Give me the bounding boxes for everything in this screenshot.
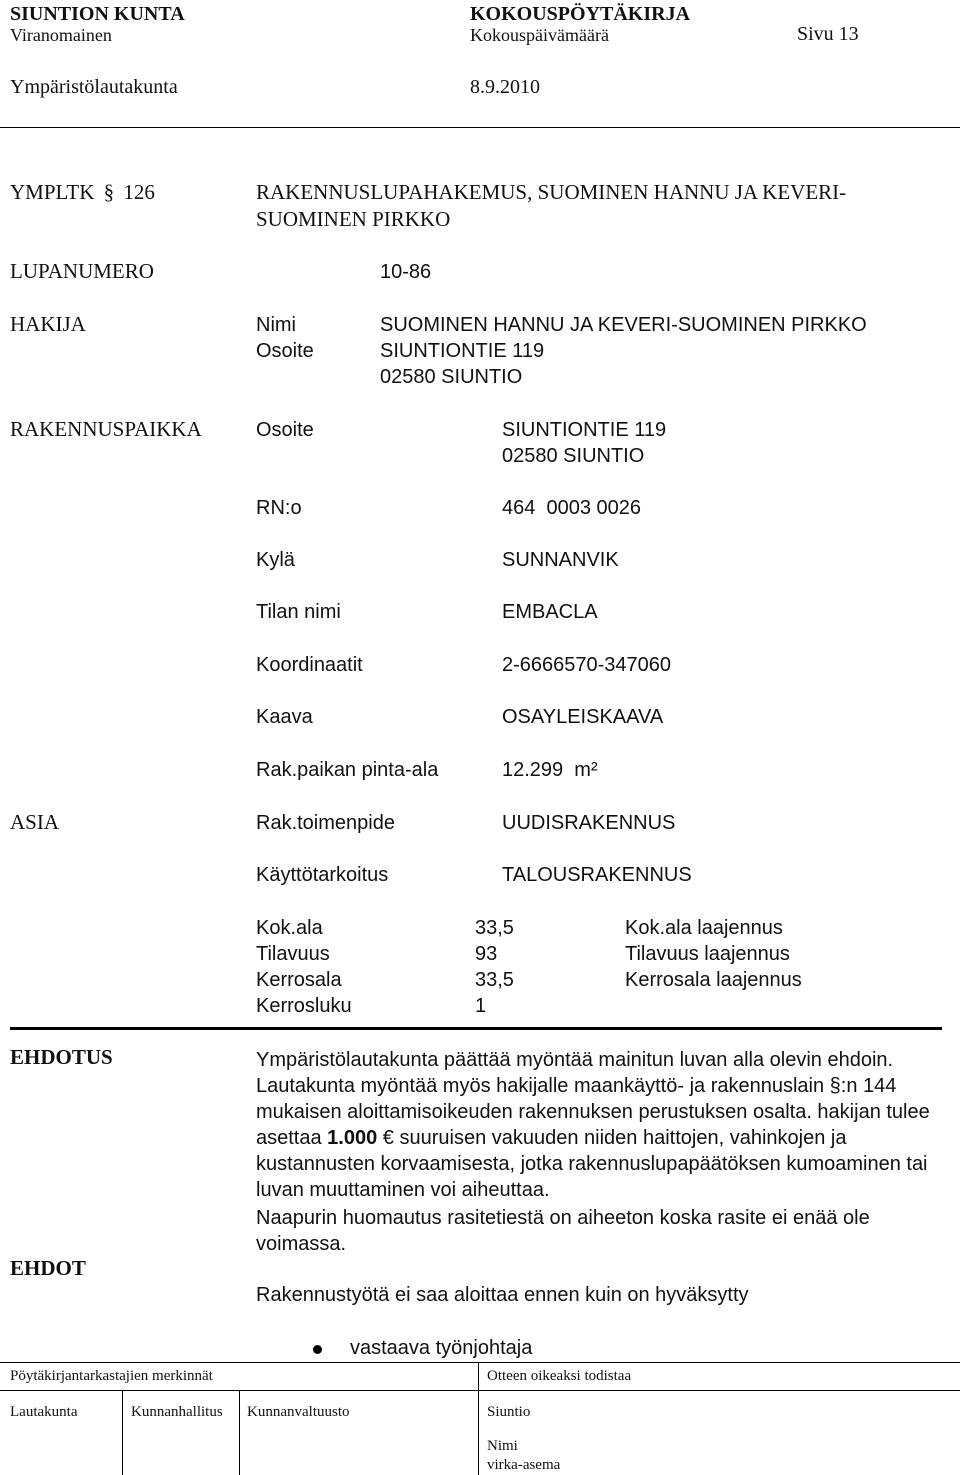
meeting-date-label: Kokouspäivämäärä xyxy=(470,25,609,45)
measure-ext-volume: Tilavuus laajennus xyxy=(625,943,790,965)
footer-top-line xyxy=(0,1362,960,1363)
use-label: Käyttötarkoitus xyxy=(256,864,389,886)
measure-label-floor-area: Kerrosala xyxy=(256,969,342,991)
applicant-name: SUOMINEN HANNU JA KEVERI-SUOMINEN PIRKKO xyxy=(380,314,867,336)
measure-ext-floor-area: Kerrosala laajennus xyxy=(625,969,802,991)
proposal-text-a: Ympäristölautakunta päättää myöntää mainitun luvan alla olevin ehdoin. Lautakunta myöntää myös hakijalle maankäyttö- ja rakennuslain §:n 144 mukaisen aloittamisoikeuden rakennuksen perustuksen osalta. hakijan tulee asettaa xyxy=(256,1049,930,1149)
conditions-label: EHDOT xyxy=(10,1256,86,1280)
estate-value: EMBACLA xyxy=(502,601,598,623)
doc-type: KOKOUSPÖYTÄKIRJA xyxy=(470,3,691,25)
footer-mid-line xyxy=(0,1390,960,1391)
measure-value-floors: 1 xyxy=(475,995,487,1017)
footer-title-label: virka-asema xyxy=(487,1457,561,1473)
use-value: TALOUSRAKENNUS xyxy=(502,864,692,886)
proposal-paragraph-1 xyxy=(256,1047,951,1203)
header-divider xyxy=(0,127,960,128)
proposal-label: EHDOTUS xyxy=(10,1045,113,1069)
measure-value-area: 33,5 xyxy=(475,917,514,939)
plan-value: OSAYLEISKAAVA xyxy=(502,706,664,728)
footer-checkers-label: Pöytäkirjantarkastajien merkinnät xyxy=(10,1368,213,1384)
footer-divider-1 xyxy=(122,1390,123,1475)
site-address-label: Osoite xyxy=(256,419,314,441)
section-symbol: § xyxy=(103,180,115,204)
coords-value: 2-6666570-347060 xyxy=(502,654,672,676)
proposal-text-b: € suuruisen vakuuden niiden haittojen, vahinkojen ja kustannusten korvaamisesta, jotka rakennuslupapäätöksen kumoaminen tai luvan muuttaminen voi aiheuttaa. xyxy=(256,1127,928,1201)
action-label: Rak.toimenpide xyxy=(256,812,395,834)
applicant-address1: SIUNTIONTIE 119 xyxy=(380,340,545,362)
applicant-address2: 02580 SIUNTIO xyxy=(380,366,523,388)
measure-label-area: Kok.ala xyxy=(256,917,323,939)
applicant-name-label: Nimi xyxy=(256,314,296,336)
village-label: Kylä xyxy=(256,549,295,571)
footer-divider-main xyxy=(478,1363,479,1475)
footer-council: Kunnanvaltuusto xyxy=(247,1404,350,1420)
meeting-date: 8.9.2010 xyxy=(470,76,540,98)
proposal-divider xyxy=(10,1027,942,1030)
footer-govt: Kunnanhallitus xyxy=(131,1404,223,1420)
footer-certified-label: Otteen oikeaksi todistaa xyxy=(487,1368,632,1384)
section-code: YMPLTK xyxy=(10,180,95,204)
item-title-line2: SUOMINEN PIRKKO xyxy=(256,207,451,231)
plan-label: Kaava xyxy=(256,706,313,728)
village-value: SUNNANVIK xyxy=(502,549,619,571)
authority-label: Viranomainen xyxy=(10,25,112,45)
authority-name: Ympäristölautakunta xyxy=(10,76,178,98)
measure-ext-area: Kok.ala laajennus xyxy=(625,917,783,939)
conditions-bullet-item: vastaava työnjohtaja xyxy=(350,1337,533,1359)
page-number: Sivu 13 xyxy=(797,23,859,45)
rno-label: RN:o xyxy=(256,497,302,519)
site-area-label: Rak.paikan pinta-ala xyxy=(256,759,439,781)
conditions-text: Rakennustyötä ei saa aloittaa ennen kuin on hyväksytty xyxy=(256,1284,749,1306)
site-address2: 02580 SIUNTIO xyxy=(502,445,645,467)
measure-value-volume: 93 xyxy=(475,943,498,965)
action-value: UUDISRAKENNUS xyxy=(502,812,676,834)
footer-divider-2 xyxy=(239,1390,240,1475)
org-name: SIUNTION KUNTA xyxy=(10,3,185,25)
site-label: RAKENNUSPAIKKA xyxy=(10,417,202,441)
coords-label: Koordinaatit xyxy=(256,654,363,676)
permit-number: 10-86 xyxy=(380,261,432,283)
applicant-address-label: Osoite xyxy=(256,340,314,362)
measure-label-floors: Kerrosluku xyxy=(256,995,352,1017)
estate-label: Tilan nimi xyxy=(256,601,341,623)
item-title-line1: RAKENNUSLUPAHAKEMUS, SUOMINEN HANNU JA KEVERI- xyxy=(256,180,847,204)
site-address1: SIUNTIONTIE 119 xyxy=(502,419,667,441)
site-area-value: 12.299 m² xyxy=(502,759,598,781)
measure-label-volume: Tilavuus xyxy=(256,943,330,965)
permit-label: LUPANUMERO xyxy=(10,259,154,283)
footer-name-label: Nimi xyxy=(487,1438,518,1454)
section-ref xyxy=(10,180,155,205)
rno-value: 464 0003 0026 xyxy=(502,497,642,519)
applicant-label: HAKIJA xyxy=(10,312,86,336)
matter-label: ASIA xyxy=(10,810,60,834)
footer-board: Lautakunta xyxy=(10,1404,78,1420)
bullet-icon xyxy=(313,1345,322,1354)
section-number: 126 xyxy=(123,180,155,204)
measure-value-floor-area: 33,5 xyxy=(475,969,514,991)
footer-place: Siuntio xyxy=(487,1404,531,1420)
guarantee-amount: 1.000 xyxy=(327,1127,378,1149)
proposal-paragraph-2: Naapurin huomautus rasitetiestä on aiheeton koska rasite ei enää ole voimassa. xyxy=(256,1207,870,1255)
